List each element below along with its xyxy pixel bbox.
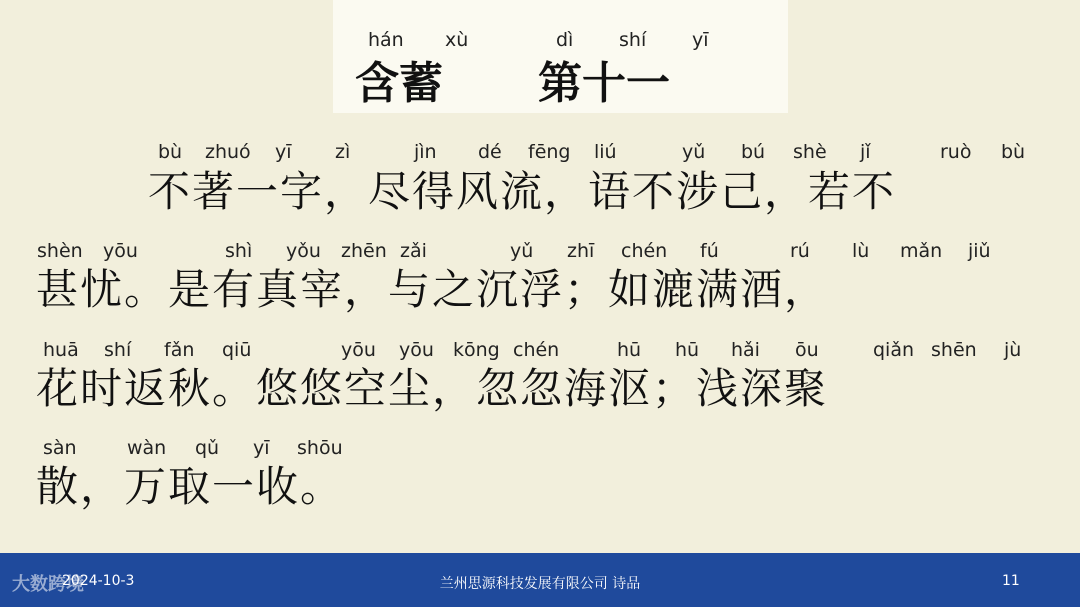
- pinyin: shè: [793, 141, 827, 163]
- poem-line: 不著一字，尽得风流，语不涉己，若不: [148, 167, 897, 216]
- pinyin: zhēn: [341, 240, 387, 262]
- pinyin: yǔ: [682, 141, 706, 163]
- poem-line: 甚忧。是有真宰，与之沉浮；如漉满酒，: [36, 265, 829, 314]
- pinyin: bù: [1001, 141, 1026, 163]
- pinyin: bú: [741, 141, 766, 163]
- poem-line: 花时返秋。悠悠空尘，忽忽海沤；浅深聚: [36, 364, 829, 413]
- pinyin: hǎi: [731, 339, 760, 361]
- pinyin: lù: [852, 240, 870, 262]
- pinyin: wàn: [127, 437, 167, 459]
- pinyin: ruò: [940, 141, 972, 163]
- pinyin: shì: [225, 240, 253, 262]
- title-pinyin: dì: [556, 29, 574, 51]
- pinyin: hū: [617, 339, 642, 361]
- title-pinyin: hán: [368, 29, 404, 51]
- pinyin: kōng: [453, 339, 500, 361]
- pinyin: chén: [513, 339, 560, 361]
- pinyin: qǔ: [195, 437, 220, 459]
- footer-bar: [0, 553, 1080, 607]
- pinyin: hū: [675, 339, 700, 361]
- pinyin: fǎn: [164, 339, 195, 361]
- pinyin: zì: [335, 141, 351, 163]
- pinyin: bù: [158, 141, 183, 163]
- pinyin: shēn: [931, 339, 977, 361]
- pinyin: qiǎn: [873, 339, 915, 361]
- pinyin: mǎn: [900, 240, 943, 262]
- pinyin: qiū: [222, 339, 252, 361]
- page-title-number: 第十一: [538, 58, 670, 109]
- title-pinyin: shí: [619, 29, 647, 51]
- pinyin: ōu: [795, 339, 819, 361]
- pinyin: shèn: [37, 240, 83, 262]
- footer-date: 2024-10-3: [62, 573, 135, 589]
- pinyin: shōu: [297, 437, 343, 459]
- poem-line: 散，万取一收。: [36, 462, 345, 511]
- watermark-logo: 大数跨境: [12, 574, 84, 595]
- pinyin: zhuó: [205, 141, 251, 163]
- pinyin: rú: [790, 240, 810, 262]
- pinyin: chén: [621, 240, 668, 262]
- pinyin: jǐ: [860, 141, 871, 163]
- footer-company: 兰州思源科技发展有限公司 诗品: [439, 576, 641, 592]
- pinyin: yǔ: [510, 240, 534, 262]
- pinyin: shí: [104, 339, 132, 361]
- pinyin: zhī: [567, 240, 595, 262]
- page-number: 11: [1002, 573, 1020, 589]
- pinyin: sàn: [43, 437, 77, 459]
- pinyin: yī: [275, 141, 292, 163]
- pinyin: yōu: [103, 240, 138, 262]
- title-pinyin: xù: [445, 29, 469, 51]
- pinyin: huā: [43, 339, 79, 361]
- pinyin: liú: [594, 141, 617, 163]
- pinyin: zǎi: [400, 240, 427, 262]
- pinyin: dé: [478, 141, 502, 163]
- pinyin: yōu: [341, 339, 376, 361]
- pinyin: fú: [700, 240, 719, 262]
- title-pinyin: yī: [692, 29, 709, 51]
- pinyin: jiǔ: [968, 240, 991, 262]
- pinyin: jù: [1004, 339, 1022, 361]
- pinyin: yī: [253, 437, 270, 459]
- pinyin: yǒu: [286, 240, 321, 262]
- page-title: 含蓄: [355, 58, 443, 109]
- pinyin: jìn: [414, 141, 437, 163]
- pinyin: yōu: [399, 339, 434, 361]
- pinyin: fēng: [528, 141, 571, 163]
